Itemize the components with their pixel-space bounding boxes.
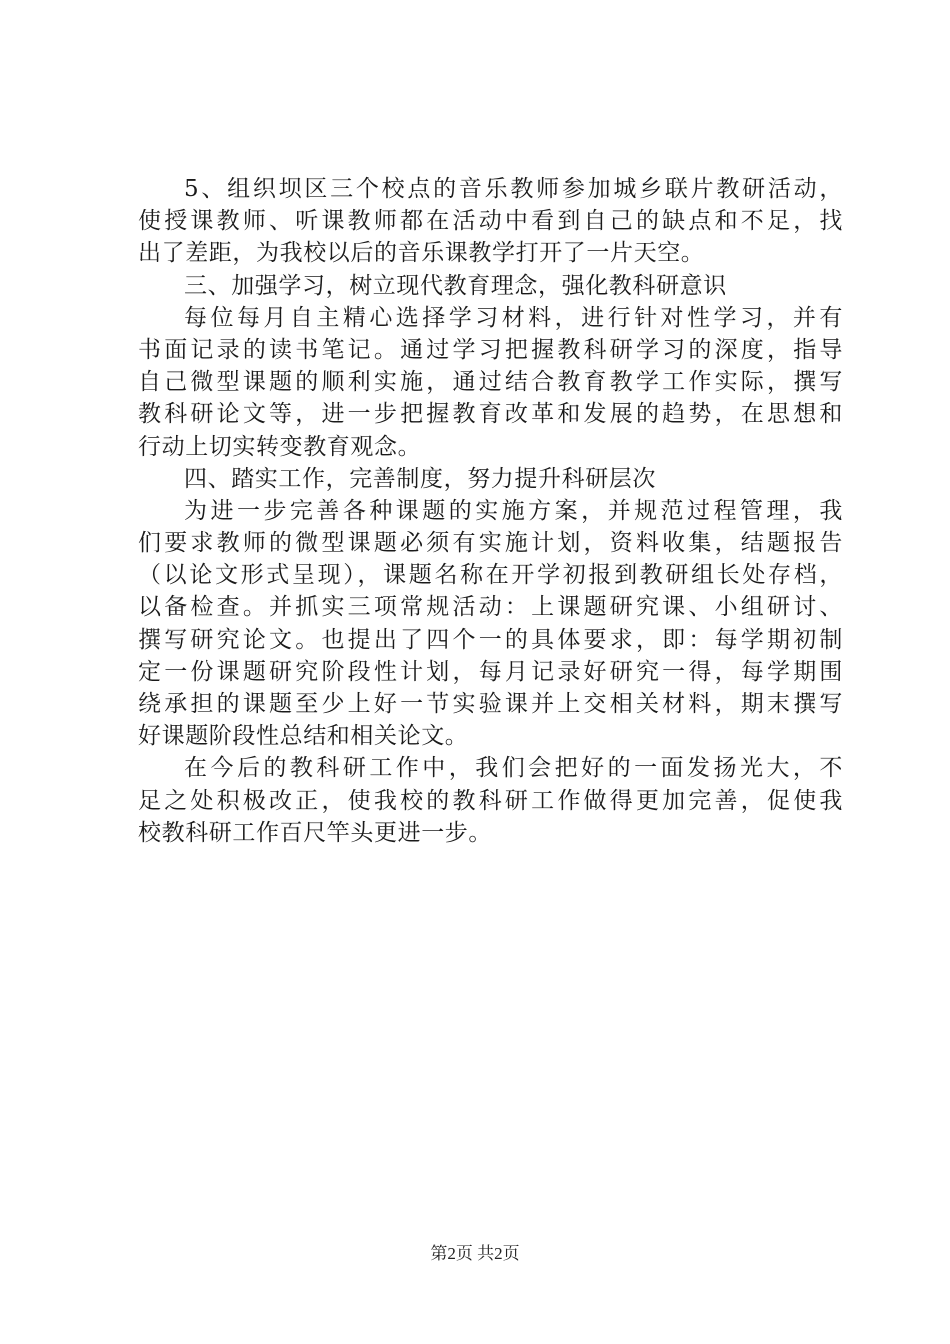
paragraph-line: 校教科研工作百尺竿头更进一步。 (138, 819, 492, 846)
paragraph-line: 为进一步完善各种课题的实施方案，并规范过程管理，我 (184, 497, 843, 524)
paragraph-line: 定一份课题研究阶段性计划，每月记录好研究一得，每学期围 (138, 658, 843, 685)
paragraph-line: 自己微型课题的顺利实施，通过结合教育教学工作实际，撰写 (138, 369, 843, 396)
page-number-footer: 第2页 共2页 (430, 1244, 520, 1263)
paragraph-line: 教科研论文等，进一步把握教育改革和发展的趋势，在思想和 (138, 401, 843, 428)
paragraph-line: （以论文形式呈现），课题名称在开学初报到教研组长处存档， (138, 562, 843, 589)
paragraph-line: 书面记录的读书笔记。通过学习把握教科研学习的深度，指导 (138, 336, 843, 363)
paragraph-line: 出了差距，为我校以后的音乐课教学打开了一片天空。 (138, 240, 705, 267)
paragraph-line: 绕承担的课题至少上好一节实验课并上交相关材料，期末撰写 (138, 691, 843, 717)
section-heading: 四、踏实工作，完善制度，努力提升科研层次 (184, 465, 656, 492)
section-heading: 三、加强学习，树立现代教育理念，强化教科研意识 (184, 272, 727, 299)
paragraph-line: 每位每月自主精心选择学习材料，进行针对性学习，并有 (184, 304, 843, 331)
paragraph-line: 好课题阶段性总结和相关论文。 (138, 723, 469, 750)
paragraph-line: 使授课教师、听课教师都在活动中看到自己的缺点和不足，找 (138, 208, 843, 235)
paragraph-line: 5、组织坝区三个校点的音乐教师参加城乡联片教研活动， (184, 176, 843, 202)
paragraph-line: 以备检查。并抓实三项常规活动：上课题研究课、小组研讨、 (138, 594, 843, 621)
paragraph-line: 在今后的教科研工作中，我们会把好的一面发扬光大，不 (184, 755, 843, 782)
paragraph-line: 们要求教师的微型课题必须有实施计划，资料收集，结题报告 (138, 530, 843, 557)
paragraph-line: 足之处积极改正，使我校的教科研工作做得更加完善，促使我 (138, 787, 843, 814)
paragraph-line: 行动上切实转变教育观念。 (138, 433, 422, 460)
paragraph-line: 撰写研究论文。也提出了四个一的具体要求，即：每学期初制 (138, 626, 843, 653)
document-body (138, 173, 843, 849)
